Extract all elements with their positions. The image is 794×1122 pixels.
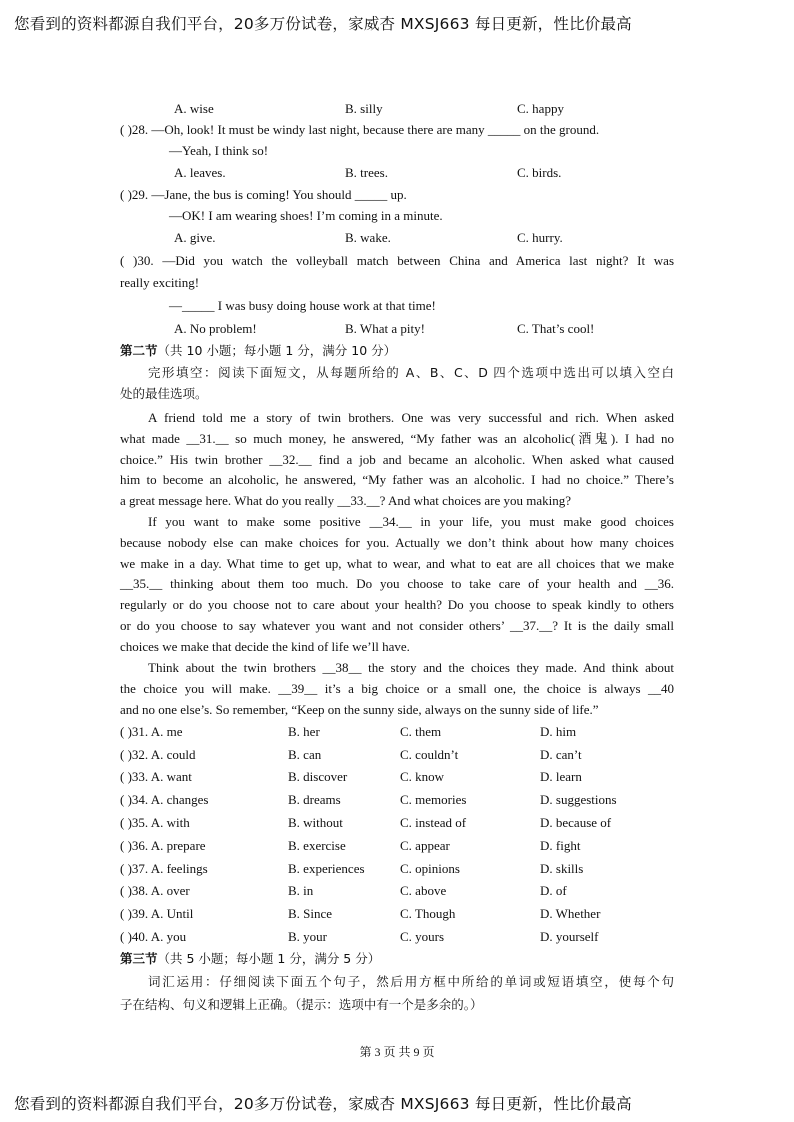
q30-stem-line2: really exciting!: [120, 275, 200, 290]
choice-d: D. can’t: [540, 747, 582, 762]
page-number: 第 3 页 共 9 页: [359, 1045, 435, 1059]
choice-a: ( )37. A. feelings: [120, 861, 208, 876]
choice-b: B. experiences: [288, 861, 365, 876]
section2-instruction-line1: 完形填空：阅读下面短文，从每题所给的 A、B、C、D 四个选项中选出可以填入空白: [148, 365, 674, 380]
choice-c: C. them: [400, 724, 442, 739]
q30-option-c: C. That’s cool!: [517, 321, 595, 336]
choice-c: C. know: [400, 769, 445, 784]
q29-option-a: A. give.: [174, 230, 216, 245]
choice-b: B. dreams: [288, 792, 341, 807]
q30-reply: —_____ I was busy doing house work at that time!: [169, 298, 436, 313]
q30-option-b: B. What a pity!: [345, 321, 425, 336]
q28-stem: ( )28. —Oh, look! It must be windy last night, because there are many _____ on the ground.: [120, 122, 600, 137]
header-banner: 您看到的资料都源自我们平台，20多万份试卷，家威杏 MXSJ663 每日更新，性比价最高: [14, 15, 632, 33]
choice-c: C. yours: [400, 929, 445, 944]
passage-line: we make in a day. What time to get up, what to wear, and what to eat are all choices that we make: [120, 555, 674, 571]
passage-line: If you want to make some positive __34.__ in your life, you must make good choices: [148, 514, 674, 529]
q30-stem: [120, 250, 674, 294]
section3-title: 第三节: [120, 951, 158, 966]
q29-option-b: B. wake.: [345, 230, 391, 245]
passage-line: A friend told me a story of twin brothers. One was very successful and rich. When asked: [148, 410, 674, 425]
q30-option-a: A. No problem!: [174, 321, 257, 336]
choice-c: C. above: [400, 883, 447, 898]
section2-heading: [120, 343, 396, 359]
q27-option-b: B. silly: [345, 101, 383, 116]
passage-line: a great message here. What do you really __33.__? And what choices are you making?: [120, 493, 571, 509]
choice-a: ( )35. A. with: [120, 815, 190, 830]
section2-note: （共 10 小题；每小题 1 分，满分 10 分）: [157, 343, 397, 358]
passage-paragraph-2: [120, 512, 674, 658]
q29-stem: ( )29. —Jane, the bus is coming! You should _____ up.: [120, 187, 407, 202]
choice-c: C. memories: [400, 792, 467, 807]
section3-note: （共 5 小题；每小题 1 分，满分 5 分）: [157, 951, 381, 966]
choice-a: ( )34. A. changes: [120, 792, 209, 807]
section2-title: 第二节: [120, 343, 158, 358]
choice-b: B. Since: [288, 906, 333, 921]
q27-option-c: C. happy: [517, 101, 564, 116]
passage-line: the choice you will make. __39__ it’s a big choice or a small one, the choice is always __40: [120, 680, 674, 696]
section3-instruction-line2: 子在结构、句义和逻辑上正确。（提示：选项中有一个是多余的。）: [120, 997, 483, 1012]
passage-line: or do you choose to say whatever you want and not consider others’ __37.__? It is the daily small: [120, 617, 674, 633]
section2-instruction: [120, 362, 674, 404]
passage-line: what made __31.__ so much money, he answered, “My father was an alcoholic(酒鬼). I had no: [120, 430, 674, 446]
passage-line: __35.__ thinking about them too much. Do you choose to take care of your health and __36.: [120, 576, 674, 592]
choice-a: ( )33. A. want: [120, 769, 192, 784]
passage-line: Think about the twin brothers __38__ the story and the choices they made. And think about: [148, 660, 674, 675]
choice-c: C. opinions: [400, 861, 460, 876]
choice-b: B. her: [288, 724, 320, 739]
choice-a: ( )40. A. you: [120, 929, 187, 944]
choice-b: B. in: [288, 883, 314, 898]
choice-d: D. because of: [540, 815, 612, 830]
q29-reply: —OK! I am wearing shoes! I’m coming in a minute.: [169, 208, 443, 223]
choice-d: D. suggestions: [540, 792, 617, 807]
choice-d: D. fight: [540, 838, 581, 853]
choice-c: C. couldn’t: [400, 747, 459, 762]
choice-c: C. instead of: [400, 815, 467, 830]
q30-stem-line1: ( )30. —Did you watch the volleyball match between China and America last night? It was: [120, 253, 674, 268]
passage-line: and no one else’s. So remember, “Keep on the sunny side, always on the sunny side of life.”: [120, 701, 599, 717]
choice-d: D. learn: [540, 769, 582, 784]
choice-a: ( )32. A. could: [120, 747, 196, 762]
q28-option-a: A. leaves.: [174, 165, 226, 180]
choice-c: C. Though: [400, 906, 456, 921]
choice-a: ( )36. A. prepare: [120, 838, 206, 853]
passage-line: because nobody else can make choices for you. Actually we don’t think about how many choices: [120, 534, 674, 550]
choice-b: B. discover: [288, 769, 348, 784]
passage-paragraph-1: [120, 408, 674, 512]
choice-d: D. him: [540, 724, 577, 739]
choice-d: D. yourself: [540, 929, 599, 944]
section3-instruction: [120, 970, 674, 1016]
q27-option-a: A. wise: [174, 101, 214, 116]
choice-d: D. of: [540, 883, 567, 898]
q28-reply: —Yeah, I think so!: [169, 143, 269, 158]
section2-instruction-line2: 处的最佳选项。: [120, 386, 208, 401]
passage-line: choice.” His twin brother __32.__ find a job and became an alcoholic. When asked what caused: [120, 451, 674, 467]
choice-a: ( )38. A. over: [120, 883, 190, 898]
choice-c: C. appear: [400, 838, 450, 853]
choice-b: B. can: [288, 747, 322, 762]
q28-option-c: C. birds.: [517, 165, 562, 180]
passage-line: regularly or do you choose not to care about your health? Do you choose to speak kindly to others: [120, 597, 674, 613]
passage-paragraph-3: [120, 658, 674, 720]
choice-b: B. exercise: [288, 838, 346, 853]
choice-a: ( )39. A. Until: [120, 906, 194, 921]
choice-a: ( )31. A. me: [120, 724, 183, 739]
section3-instruction-line1: 词汇运用：仔细阅读下面五个句子，然后用方框中所给的单词或短语填空，使每个句: [148, 974, 674, 989]
q29-option-c: C. hurry.: [517, 230, 563, 245]
passage-line: him to become an alcoholic, he answered, “My father was an alcoholic. I had no choice.” There’s: [120, 472, 674, 488]
footer-banner: 您看到的资料都源自我们平台，20多万份试卷，家威杏 MXSJ663 每日更新，性比价最高: [14, 1095, 632, 1113]
choice-b: B. your: [288, 929, 327, 944]
choice-d: D. Whether: [540, 906, 601, 921]
choice-d: D. skills: [540, 861, 584, 876]
q28-option-b: B. trees.: [345, 165, 388, 180]
passage-line: choices we make that decide the kind of life we’ll have.: [120, 638, 410, 654]
choice-b: B. without: [288, 815, 343, 830]
section3-heading: [120, 951, 380, 967]
